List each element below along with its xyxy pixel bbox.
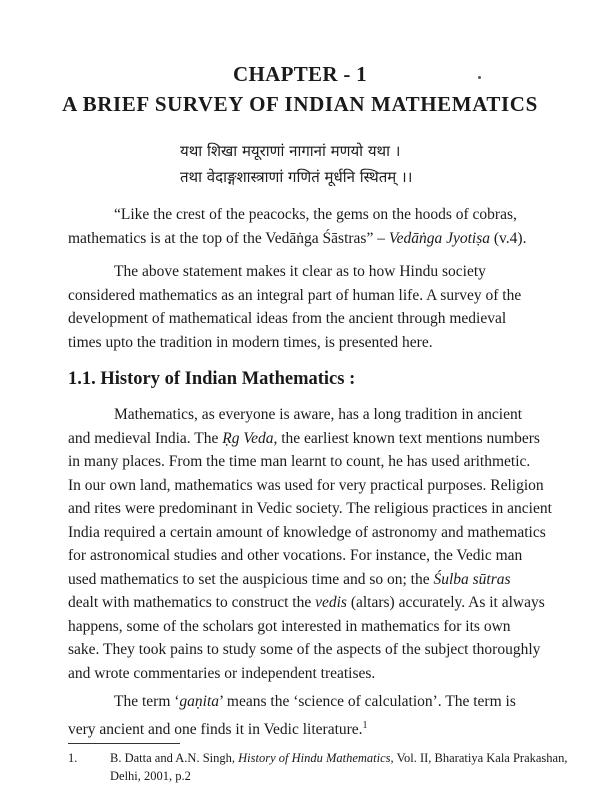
chapter-label: CHAPTER - 1 <box>233 62 367 86</box>
quote-line-2 <box>68 227 536 251</box>
verse-line-2: तथा वेदाङ्गशास्त्राणां गणितं मूर्धनि स्थितम् ।। <box>180 168 413 186</box>
history-line: in many places. From the time man learnt to count, he has used arithmetic. <box>68 453 531 470</box>
rg-veda-term: Ṛg Veda <box>222 429 274 447</box>
ganita-text: ’ means the ‘science of calculation’. The term is <box>219 693 516 710</box>
vedis-term: vedis <box>315 594 347 611</box>
verse-translation <box>68 203 536 250</box>
intro-line: considered mathematics as an integral part of human life. A survey of the <box>68 286 522 304</box>
history-text: (altars) accurately. As it always <box>346 594 545 611</box>
ganita-line <box>68 690 536 714</box>
intro-line: development of mathematical ideas from the ancient through medieval <box>68 310 507 327</box>
history-paragraph <box>68 403 552 685</box>
history-line: for astronomical studies and other vocations. For instance, the Vedic man <box>68 547 523 564</box>
chapter-title: A BRIEF SURVEY OF INDIAN MATHEMATICS <box>62 92 538 116</box>
section-heading: 1.1. History of Indian Mathematics : <box>68 369 356 389</box>
history-text: , the earliest known text mentions numbers <box>273 429 540 447</box>
footnote-divider <box>68 743 180 744</box>
history-line <box>68 568 536 592</box>
ganita-paragraph <box>68 690 536 741</box>
history-text: dealt with mathematics to construct the <box>68 594 316 611</box>
ganita-line <box>68 714 536 742</box>
footnote-authors: B. Datta and A.N. Singh, <box>110 751 239 765</box>
sulba-sutras-term: Śulba sūtras <box>433 570 511 588</box>
ganita-text: very ancient and one finds it in Vedic literature. <box>68 720 363 738</box>
footnote-book-title: History of Hindu Mathematics <box>238 751 391 765</box>
history-text: and medieval India. The <box>68 429 223 447</box>
footnote-marker: 1 <box>362 719 368 731</box>
history-line: Mathematics, as everyone is aware, has a long tradition in ancient <box>114 406 523 423</box>
quote-text: mathematics is at the top of the Vedāṅga Śāstras” – <box>68 229 389 247</box>
ganita-text: The term ‘ <box>114 693 180 710</box>
history-line: In our own land, mathematics was used for very practical purposes. Religion <box>68 476 544 494</box>
history-text: used mathematics to set the auspicious time and so on; the <box>68 570 434 588</box>
quote-verse-ref: (v.4). <box>490 229 527 247</box>
verse-line-1: यथा शिखा मयूराणां नागानां मणयो यथा । <box>180 142 401 160</box>
footnote-line: Delhi, 2001, p.2 <box>110 769 191 783</box>
footnote-line <box>110 749 568 767</box>
history-line: sake. They took pains to study some of the aspects of the subject thoroughly <box>68 641 541 658</box>
ganita-term: gaṇita <box>179 693 220 710</box>
history-line: and rites were predominant in Vedic society. The religious practices in ancient <box>68 500 552 517</box>
quote-line-1: “Like the crest of the peacocks, the gems on the hoods of cobras, <box>114 206 517 223</box>
intro-line: The above statement makes it clear as to how Hindu society <box>114 263 486 280</box>
footnote-number: 1. <box>68 751 78 765</box>
history-line: India required a certain amount of knowledge of astronomy and mathematics <box>68 523 546 541</box>
quote-source: Vedāṅga Jyotiṣa <box>388 229 490 247</box>
history-line <box>68 591 545 615</box>
history-line: and wrote commentaries or independent treatises. <box>68 664 376 682</box>
history-line: happens, some of the scholars got interested in mathematics for its own <box>68 617 511 635</box>
intro-line: times upto the tradition in modern times, is presented here. <box>68 333 433 351</box>
history-line <box>68 427 540 451</box>
footnote-text <box>110 749 568 785</box>
intro-paragraph <box>68 260 536 354</box>
footnote-publisher: , Vol. II, Bharatiya Kala Prakashan, <box>390 751 568 765</box>
